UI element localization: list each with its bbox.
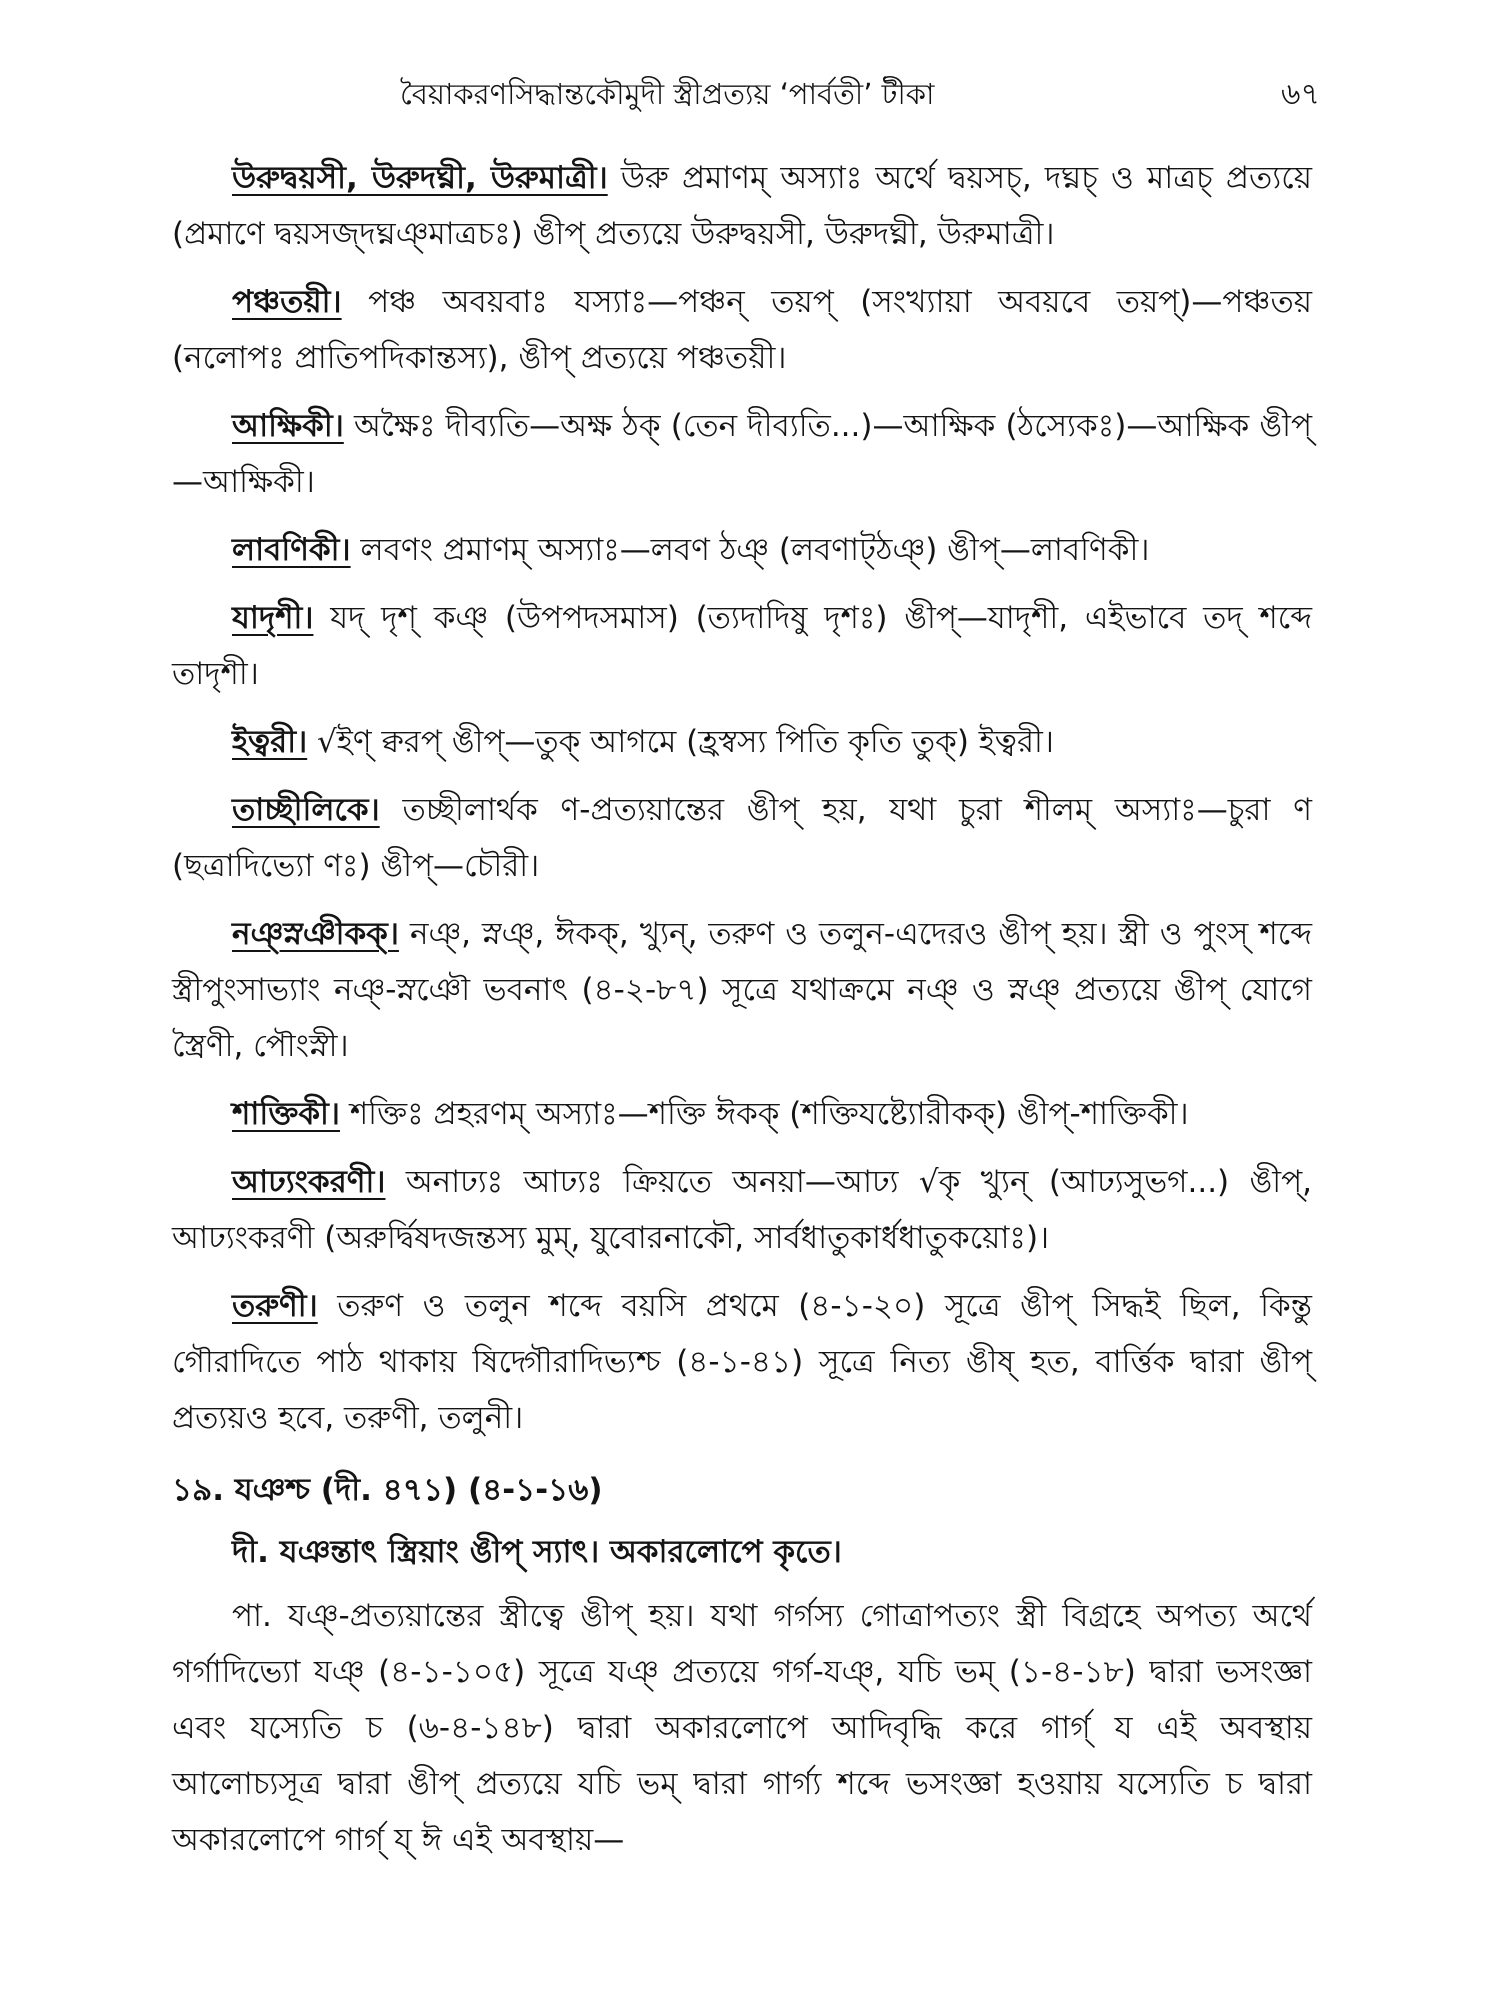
entry-term: উরুদ্বয়সী, উরুদঘ্নী, উরুমাত্রী। [232,160,608,196]
page-body [172,150,1312,1880]
entry-text: পঞ্চ অবয়বাঃ যস্যাঃ—পঞ্চন্ তয়প্ (সংখ্যায়া অবয়বে তয়প্)—পঞ্চতয় (নলোপঃ প্রাতিপদিকান্তস্য), ঙীপ্ প্রত্যয়ে পঞ্চতয়ী। [172,284,1313,376]
entry-text: উরু প্রমাণম্ অস্যাঃ অর্থে দ্বয়সচ্, দঘ্নচ্ ও মাত্রচ্ প্রত্যয়ে (প্রমাণে দ্বয়সজ্‌দঘ্নঞ্‌মাত্রচঃ) ঙীপ্ প্রত্যয়ে উরুদ্বয়সী, উরুদঘ্নী, উরুমাত্রী। [172,160,1313,252]
entry-text: তচ্ছীলার্থক ণ-প্রত্যয়ান্তের ঙীপ্ হয়, যথা চুরা শীলম্ অস্যাঃ—চুরা ণ (ছত্রাদিভ্যো ণঃ) ঙীপ্—চৌরী। [172,792,1312,884]
entry [172,1278,1312,1446]
entry [172,714,1312,770]
sutra-explanation-text: পা. যঞ্-প্রত্যয়ান্তের স্ত্রীত্বে ঙীপ্ হয়। যথা গর্গস্য গোত্রাপত্যং স্ত্রী বিগ্রহে অপত্য অর্থে গর্গাদিভ্যো যঞ্ (৪-১-১০৫) সূত্রে যঞ্ প্রত্যয়ে গর্গ-যঞ্, যচি ভম্ (১-৪-১৮) দ্বারা ভসংজ্ঞা এবং যস্যেতি চ (৬-৪-১৪৮) দ্বারা অকারলোপে আদিবৃদ্ধি করে গার্গ্ য এই অবস্থায় আলোচ্যসূত্র দ্বারা ঙীপ্ প্রত্যয়ে যচি ভম্ দ্বারা গার্গ্য শব্দে ভসংজ্ঞা হওয়ায় যস্যেতি চ দ্বারা অকারলোপে গার্গ্ য্ ঈ এই অবস্থায়— [172,1598,1312,1858]
entry-term: নঞ্‌স্নঞীকক্। [232,916,399,952]
sutra-explanation [172,1588,1312,1868]
entry [172,1086,1312,1142]
entry [172,150,1312,262]
entry [172,522,1312,578]
entry-text: তরুণ ও তলুন শব্দে বয়সি প্রথমে (৪-১-২০) সূত্রে ঙীপ্ সিদ্ধই ছিল, কিন্তু গৌরাদিতে পাঠ থাকায় ষিদ্গৌরাদিভ্যশ্চ (৪-১-৪১) সূত্রে নিত্য ঙীষ্ হত, বার্ত্তিক দ্বারা ঙীপ্ প্রত্যয়ও হবে, তরুণী, তলুনী। [172,1288,1313,1436]
entry-term: শাক্তিকী। [232,1096,340,1132]
entry [172,274,1312,386]
sutra-vrtti: দী. যঞন্তাৎ স্ত্রিয়াং ঙীপ্ স্যাৎ। অকারলোপে কৃতে। [232,1534,842,1570]
entry [172,906,1312,1074]
entry-term: আঢ্যংকরণী। [232,1164,386,1200]
entry [172,398,1312,510]
entry-term: পঞ্চতয়ী। [232,284,342,320]
entry-text: যদ্ দৃশ্ কঞ্ (উপপদসমাস) (ত্যদাদিষু দৃশঃ) ঙীপ্—যাদৃশী, এইভাবে তদ্ শব্দে তাদৃশী। [172,600,1312,692]
entry [172,1154,1312,1266]
header-title: বৈয়াকরণসিদ্ধান্তকৌমুদী স্ত্রীপ্রত্যয় ‘পার্বতী’ টীকা [400,77,935,111]
entry-text: নঞ্, স্নঞ্, ঈকক্, খ্যুন্, তরুণ ও তলুন-এদেরও ঙীপ্ হয়। স্ত্রী ও পুংস্ শব্দে স্ত্রীপুংসাভ্যাং নঞ্-স্নঞৌ ভবনাৎ (৪-২-৮৭) সূত্রে যথাক্রমে নঞ্ ও স্নঞ্ প্রত্যয়ে ঙীপ্ যোগে স্ত্রৈণী, পৌংস্নী। [172,916,1312,1064]
entry-text: শক্তিঃ প্রহরণম্ অস্যাঃ—শক্তি ঈকক্ (শক্তিযষ্ট্যোরীকক্) ঙীপ্-শাক্তিকী। [349,1096,1189,1132]
entry-text: অক্ষৈঃ দীব্যতি—অক্ষ ঠক্ (তেন দীব্যতি...)—আক্ষিক (ঠস্যেকঃ)—আক্ষিক ঙীপ্—আক্ষিকী। [172,408,1312,500]
entry-text: লবণং প্রমাণম্ অস্যাঃ—লবণ ঠঞ্ (লবণাট্ঠঞ্) ঙীপ্—লাবণিকী। [360,532,1150,568]
entry-term: লাবণিকী। [232,532,351,568]
entry-term: তাচ্ছীলিকে। [232,792,380,828]
entry-text: অনাঢ্যঃ আঢ্যঃ ক্রিয়তে অনয়া—আঢ্য √কৃ খ্যুন্ (আঢ্যসুভগ...) ঙীপ্, আঢ্যংকরণী (অরুর্দ্বিষদজন্তস্য মুম্, যুবোরনাকৌ, সার্বধাতুকার্ধধাতুকয়োঃ)। [172,1164,1312,1256]
running-header [400,70,1320,121]
entry-text: √ইণ্ ক্বরপ্ ঙীপ্—তুক্ আগমে (হ্রস্বস্য পিতি কৃতি তুক্) ইত্বরী। [317,724,1054,760]
entry [172,782,1312,894]
entry-term: আক্ষিকী। [232,408,344,444]
entry-term: তরুণী। [232,1288,318,1324]
sutra-heading: ১৯. যঞশ্চ (দী. ৪৭১) (৪-১-১৬) [172,1472,603,1508]
entry-term: ইত্বরী। [232,724,308,760]
entry [172,590,1312,702]
page-number: ৬৭ [1280,77,1320,112]
entry-term: যাদৃশী। [232,600,314,636]
